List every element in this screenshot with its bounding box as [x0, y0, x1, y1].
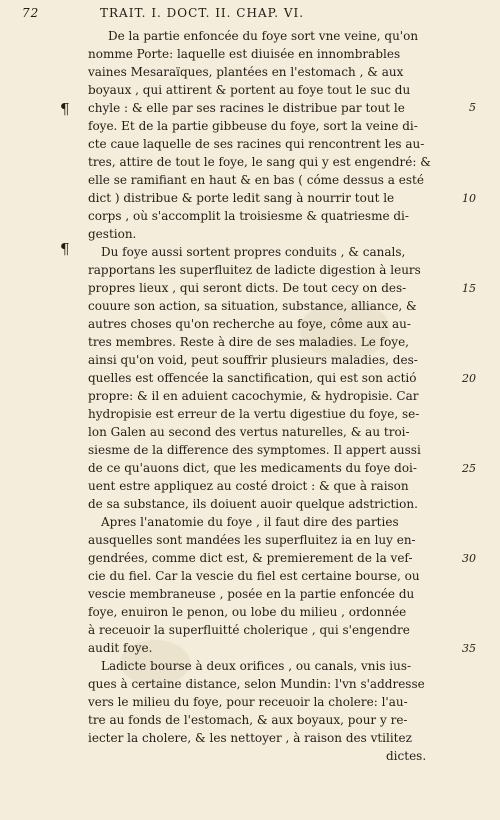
text-line: gestion.	[88, 227, 137, 241]
text-line: de sa substance, ils doiuent auoir quelque adstriction.	[88, 497, 418, 511]
text-line: Ladicte bourse à deux orifices , ou canals, vnis ius-	[101, 659, 412, 673]
text-line: chyle : & elle par ses racines le distribue par tout le	[88, 101, 405, 115]
text-line: audit foye.	[88, 641, 153, 655]
text-line: ques à certaine distance, selon Mundin: l'vn s'addresse	[88, 677, 425, 691]
text-line: hydropisie est erreur de la vertu digestiue du foye, se-	[88, 407, 420, 421]
text-line: propres lieux , qui seront dicts. De tout cecy on des-	[88, 281, 407, 295]
margin-line-number: 5	[469, 101, 476, 114]
margin-line-number: 30	[462, 552, 476, 565]
text-line: Du foye aussi sortent propres conduits , & canals,	[101, 245, 406, 259]
text-line: siesme de la difference des symptomes. Il appert aussi	[88, 443, 421, 457]
text-line: uent estre appliquez au costé droict : & que à raison	[88, 479, 409, 493]
text-line: rapportans les superfluitez de ladicte digestion à leurs	[88, 263, 421, 277]
text-line: dictes.	[386, 749, 427, 763]
text-line: lon Galen au second des vertus naturelles, & au troi-	[88, 425, 410, 439]
paragraph-mark: ¶	[60, 240, 70, 258]
text-line: cte caue laquelle de ses racines qui rencontrent les au-	[88, 137, 425, 151]
text-line: tres, attire de tout le foye, le sang qui y est engendré: &	[88, 155, 431, 169]
text-line: De la partie enfoncée du foye sort vne veine, qu'on	[108, 29, 419, 43]
text-line: corps , où s'accomplit la troisiesme & quatriesme di-	[88, 209, 409, 223]
text-line: Apres l'anatomie du foye , il faut dire des parties	[101, 515, 399, 529]
text-line: quelles est offencée la sanctification, qui est son actió	[88, 371, 417, 385]
text-line: ausquelles sont mandées les superfluitez ia en luy en-	[88, 533, 416, 547]
text-line: autres choses qu'on recherche au foye, côme aux au-	[88, 317, 411, 331]
text-line: couure son action, sa situation, substance, alliance, &	[88, 299, 417, 313]
text-line: ainsi qu'on void, peut souffrir plusieurs maladies, des-	[88, 353, 418, 367]
page-header	[22, 6, 492, 26]
margin-line-number: 35	[462, 642, 476, 655]
text-line: tres membres. Reste à dire de ses maladies. Le foye,	[88, 335, 409, 349]
margin-line-number: 10	[462, 192, 476, 205]
margin-line-number: 20	[462, 372, 476, 385]
text-line: tre au fonds de l'estomach, & aux boyaux, pour y re-	[88, 713, 408, 727]
margin-line-number: 15	[462, 282, 476, 295]
text-line: propre: & il en aduient cacochymie, & hydropisie. Car	[88, 389, 419, 403]
text-line: foye, enuiron le penon, ou lobe du milieu , ordonnée	[88, 605, 407, 619]
text-line: foye. Et de la partie gibbeuse du foye, sort la veine di-	[88, 119, 418, 133]
margin-line-number: 25	[462, 462, 476, 475]
text-line: iecter la cholere, & les nettoyer , à raison des vtilitez	[88, 731, 412, 745]
text-line: de ce qu'auons dict, que les medicaments du foye doi-	[88, 461, 417, 475]
running-title: TRAIT. I. DOCT. II. CHAP. VI.	[100, 6, 305, 20]
paragraph-mark: ¶	[60, 100, 70, 118]
text-line: vescie membraneuse , posée en la partie enfoncée du	[88, 587, 415, 601]
folio-number: 72	[22, 6, 40, 20]
text-line: boyaux , qui attirent & portent au foye tout le suc du	[88, 83, 411, 97]
text-line: gendrées, comme dict est, & premierement de la vef-	[88, 551, 413, 565]
text-line: à receuoir la superfluitté cholerique , qui s'engendre	[88, 623, 410, 637]
text-line: vaines Mesaraïques, plantées en l'estomach , & aux	[88, 65, 404, 79]
text-line: vers le milieu du foye, pour receuoir la cholere: l'au-	[88, 695, 408, 709]
text-line: nomme Porte: laquelle est diuisée en innombrables	[88, 47, 401, 61]
text-line: elle se ramifiant en haut & en bas ( cóme dessus a esté	[88, 173, 424, 187]
text-line: cie du fiel. Car la vescie du fiel est certaine bourse, ou	[88, 569, 420, 583]
text-line: dict ) distribue & porte ledit sang à nourrir tout le	[88, 191, 395, 205]
